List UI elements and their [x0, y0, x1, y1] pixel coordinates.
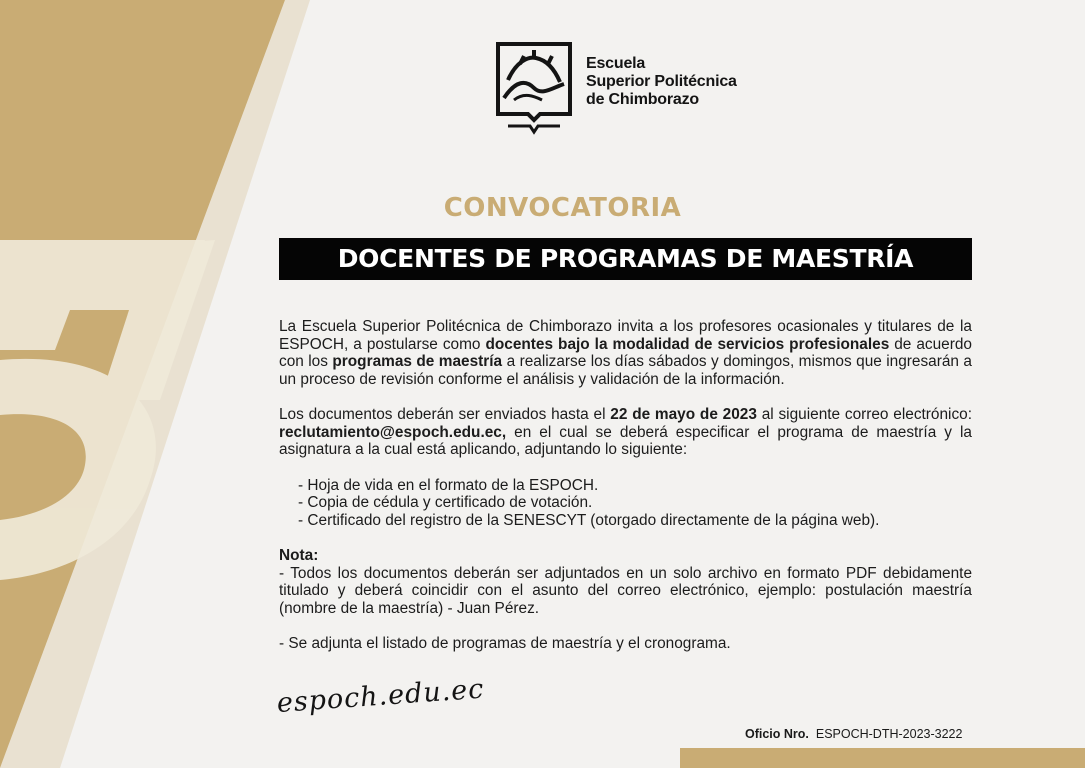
oficio-label: Oficio Nro.: [745, 727, 809, 741]
list-item: - Hoja de vida en el formato de la ESPOCH.: [298, 476, 599, 494]
paragraph1-text-c: a realizarse los días sábados y domingos, mismos que ingresarán a un proceso de revisión conforme el análisis y validación de la información.: [279, 353, 972, 388]
bottom-accent-bar: [680, 748, 1085, 768]
paragraph2-text-b: al siguiente correo electrónico:: [756, 406, 972, 423]
institution-name: [586, 55, 737, 109]
paragraph1-text-a: La Escuela Superior Politécnica de Chimborazo invita a los profesores ocasionales y titulares de la ESPOCH, a postularse como: [279, 318, 972, 353]
paragraph1-modality: docentes bajo la modalidad de servicios profesionales: [485, 335, 890, 353]
paragraph1-programs: programas de maestría: [332, 353, 503, 370]
watermark-51: [0, 240, 215, 580]
institution-name-line2: Superior Politécnica: [586, 73, 737, 90]
convocatoria-heading: [60, 193, 1065, 223]
paragraph1-text-b: de acuerdo con los: [279, 335, 972, 370]
paragraph2-text-a: Los documentos deberán ser enviados hasta el: [279, 406, 611, 423]
announcement-body: [279, 318, 972, 653]
institution-name-line3: de Chimborazo: [586, 91, 699, 108]
institution-name-line1: Escuela: [586, 55, 646, 72]
note-heading: [279, 547, 972, 565]
page-title: DOCENTES DE PROGRAMAS DE MAESTRÍA: [279, 238, 972, 280]
list-item: - Certificado del registro de la SENESCYT (otorgado directamente de la página web).: [298, 511, 880, 529]
convocatoria-label: CONVOCATORIA: [443, 193, 682, 223]
note-item-2: - Se adjunta el listado de programas de maestría y el cronograma.: [279, 635, 731, 652]
paragraph-submission: [279, 406, 972, 459]
note-item-1: - Todos los documentos deberán ser adjuntados en un solo archivo en formato PDF debidamente titulado y deberá coincidir con el asunto del correo electrónico, ejemplo: postulación maestría (nombre de la maestría) - Juan Pérez.: [279, 564, 972, 617]
paragraph2-text-c: en el cual se deberá especificar el programa de maestría y la asignatura a la cual está aplicando, adjuntando lo siguiente:: [279, 423, 972, 458]
oficio-number: ESPOCH-DTH-2023-3222: [815, 727, 963, 741]
oficio-reference: [745, 727, 962, 741]
note-heading-text: Nota:: [279, 547, 319, 564]
espoch-logo-icon: [494, 40, 574, 136]
requirements-list: [279, 477, 972, 530]
recruitment-email: reclutamiento@espoch.edu.ec,: [279, 423, 507, 441]
website-signature: espoch.edu.ec: [275, 673, 486, 719]
paragraph-invitation: [279, 318, 972, 388]
deadline-date: 22 de mayo de 2023: [610, 406, 757, 423]
list-item: - Copia de cédula y certificado de votación.: [298, 494, 593, 511]
